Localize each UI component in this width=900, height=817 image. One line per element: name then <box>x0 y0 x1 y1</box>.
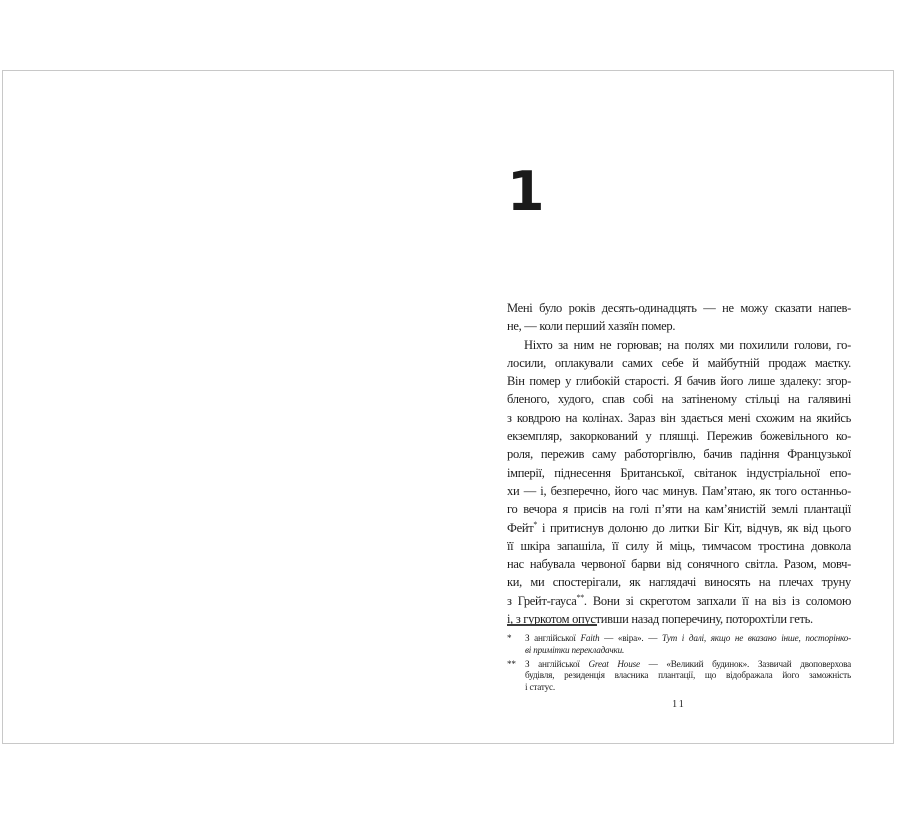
body-line: Мені було років десять-одинадцять — не можу сказати напев- <box>507 301 851 315</box>
footnote-divider <box>507 624 597 626</box>
body-line: го вечора я присів на голі п’яти на кам’янистій землі плантації <box>507 502 851 517</box>
body-line: не, — коли перший хазяїн помер. <box>507 319 676 334</box>
footnote-line: ві примітки перекладачки. <box>525 644 625 655</box>
footnote-line: будівля, резиденція власника плантації, що відображала його заможність <box>525 670 851 681</box>
body-text <box>507 299 851 628</box>
body-line: Він помер у глибокій старості. Я бачив його лише здалеку: згор- <box>507 374 851 389</box>
body-line: її шкіра запашіла, її силу й міць, тимчасом тростина довкола <box>507 538 851 553</box>
body-line: хи — і, безперечно, його час минув. Пам’ятаю, як того останньо- <box>507 483 851 498</box>
body-line: Фейт* і притиснув долоню до литки Біг Кіт, відчув, як від цього <box>507 519 851 535</box>
body-line: роля, пережив саму работоргівлю, бачив падіння Французької <box>507 447 851 462</box>
body-line: Ніхто за ним не горював; на полях ми похилили голови, го- <box>524 337 851 352</box>
footnotes <box>507 624 851 696</box>
body-line: бленого, худого, спав собі на затіненому стільці на галявині <box>507 392 851 407</box>
chapter-number: 1 <box>507 160 545 223</box>
footnote-marker: ** <box>507 658 516 669</box>
page-number: 11 <box>672 699 686 710</box>
book-page-spread <box>2 70 894 744</box>
body-line: і, з гуркотом опустивши назад поперечину, поторохтіли геть. <box>507 612 813 627</box>
body-line: екземпляр, закоркований у пляшці. Пережив божевільного ко- <box>507 429 851 444</box>
body-line: імперії, піднесення Британської, світанок індустріальної епо- <box>507 465 851 480</box>
footnote <box>507 659 851 694</box>
body-line: нас набувала червоної барви від сонячного світла. Разом, мовч- <box>507 557 851 572</box>
body-line: лосили, оплакували самих себе й майбутній продаж маєтку. <box>507 355 851 370</box>
body-line: з ковдрою на колінах. Зараз він здається мені схожим на якийсь <box>507 410 851 425</box>
footnote-line: З англійської Great House — «Великий будинок». Зазвичай двоповерхова <box>525 658 851 669</box>
footnote <box>507 633 851 656</box>
footnote-line: З англійської Faith — «віра». — Тут і далі, якщо не вказано інше, посторінко- <box>525 633 851 643</box>
footnote-line: і статус. <box>525 681 555 692</box>
footnote-list <box>507 633 851 693</box>
body-line: ки, ми спостерігали, як наглядачі виносять на плечах труну <box>507 575 851 590</box>
body-line: з Грейт-гауса**. Вони зі скреготом запхали її на віз із соломою <box>507 592 851 608</box>
footnote-marker: * <box>507 633 512 643</box>
